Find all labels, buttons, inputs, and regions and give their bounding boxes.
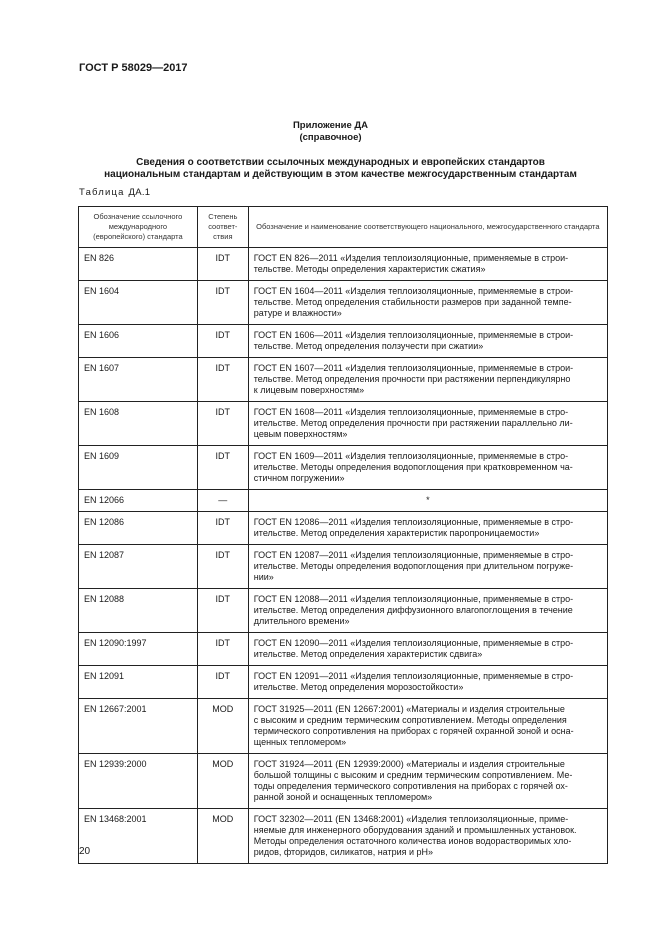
cell-standard: EN 12087 [79, 545, 198, 589]
cell-standard: EN 13468:2001 [79, 809, 198, 864]
cell-degree: MOD [197, 699, 248, 754]
cell-description: ГОСТ 31925—2011 (EN 12667:2001) «Материалы и изделия строительные с высоким и средним термическим сопротивлением. Методы определения термического сопротивления на приборах с горячей охранной зоной и осна- щенных тепломером» [248, 699, 607, 754]
table-row [79, 545, 608, 589]
cell-description: * [248, 490, 607, 512]
cell-degree: MOD [197, 754, 248, 809]
table-row [79, 358, 608, 402]
cell-standard: EN 1608 [79, 402, 198, 446]
cell-description: ГОСТ EN 12091—2011 «Изделия теплоизоляционные, применяемые в стро- ительстве. Метод определения морозостойкости» [248, 666, 607, 699]
cell-degree: MOD [197, 809, 248, 864]
cell-degree: IDT [197, 666, 248, 699]
cell-degree: IDT [197, 281, 248, 325]
cell-standard: EN 1606 [79, 325, 198, 358]
table-row [79, 325, 608, 358]
table-caption-label: Таблица [79, 187, 125, 198]
cell-standard: EN 826 [79, 248, 198, 281]
cell-description: ГОСТ EN 1608—2011 «Изделия теплоизоляционные, применяемые в стро- ительстве. Метод определения прочности при растяжении параллельно ли- цевым поверхностям» [248, 402, 607, 446]
table-row [79, 754, 608, 809]
header-international-standard: Обозначение ссылочного международного (европейского) стандарта [79, 207, 198, 248]
table-header-row [79, 207, 608, 248]
cell-degree: IDT [197, 358, 248, 402]
cell-standard: EN 1609 [79, 446, 198, 490]
header-degree: Степень соответ-ствия [197, 207, 248, 248]
cell-standard: EN 12091 [79, 666, 198, 699]
table-row [79, 281, 608, 325]
cell-degree: IDT [197, 248, 248, 281]
table-row [79, 402, 608, 446]
cell-degree: IDT [197, 402, 248, 446]
table-row [79, 633, 608, 666]
header-national-standard: Обозначение и наименование соответствующего национального, межгосударственного стандарта [248, 207, 607, 248]
page-number: 20 [79, 846, 91, 857]
cell-degree: IDT [197, 512, 248, 545]
cell-description: ГОСТ EN 1607—2011 «Изделия теплоизоляционные, применяемые в строи- тельстве. Метод определения прочности при растяжении перпендикулярно к лицевым поверхностям» [248, 358, 607, 402]
table-row [79, 512, 608, 545]
heading-line-2: национальным стандартам и действующим в этом качестве межгосударственным стандартам [104, 169, 577, 180]
heading-line-1: Сведения о соответствии ссылочных международных и европейских стандартов [136, 157, 545, 168]
cell-description: ГОСТ EN 1604—2011 «Изделия теплоизоляционные, применяемые в строи- тельстве. Метод определения стабильности размеров при заданной темпе- ратуре и влажности» [248, 281, 607, 325]
cell-standard: EN 12667:2001 [79, 699, 198, 754]
cell-degree: IDT [197, 633, 248, 666]
cell-description: ГОСТ EN 1609—2011 «Изделия теплоизоляционные, применяемые в стро- ительстве. Методы определения водопоглощения при кратковременном ча- стичном погружении» [248, 446, 607, 490]
cell-description: ГОСТ EN 12086—2011 «Изделия теплоизоляционные, применяемые в стро- ительстве. Метод определения характеристик паропроницаемости» [248, 512, 607, 545]
cell-degree: IDT [197, 446, 248, 490]
cell-description: ГОСТ EN 826—2011 «Изделия теплоизоляционные, применяемые в строи- тельстве. Методы определения характеристик сжатия» [248, 248, 607, 281]
cell-degree: IDT [197, 325, 248, 358]
cell-standard: EN 1604 [79, 281, 198, 325]
cell-description: ГОСТ 32302—2011 (EN 13468:2001) «Изделия теплоизоляционные, приме- няемые для инженерного оборудования зданий и промышленных установок. Методы определения остаточного количества ионов водорастворимых хло- ридов, фторидов, силикатов, натрия и pH» [248, 809, 607, 864]
appendix-title-block [0, 120, 661, 144]
cell-standard: EN 12086 [79, 512, 198, 545]
cell-description: ГОСТ 31924—2011 (EN 12939:2000) «Материалы и изделия строительные большой толщины с высоким и средним термическим сопротивлением. Ме- тоды определения термического сопротивления на приборах с горячей ох- ранной зоной и оснащенных тепломером» [248, 754, 607, 809]
table-caption-number: ДА.1 [128, 187, 151, 198]
table-row [79, 490, 608, 512]
cell-degree: IDT [197, 545, 248, 589]
table-row [79, 446, 608, 490]
cell-description: ГОСТ EN 12090—2011 «Изделия теплоизоляционные, применяемые в стро- ительстве. Метод определения характеристик сдвига» [248, 633, 607, 666]
table-row [79, 699, 608, 754]
cell-standard: EN 12090:1997 [79, 633, 198, 666]
appendix-title: Приложение ДА [292, 120, 369, 131]
table-row [79, 248, 608, 281]
cell-degree: — [197, 490, 248, 512]
cell-standard: EN 1607 [79, 358, 198, 402]
document-code: ГОСТ Р 58029—2017 [79, 62, 188, 74]
table-row [79, 589, 608, 633]
appendix-subtitle: (справочное) [299, 132, 362, 143]
cell-degree: IDT [197, 589, 248, 633]
section-heading [60, 157, 621, 181]
cell-standard: EN 12939:2000 [79, 754, 198, 809]
cell-standard: EN 12066 [79, 490, 198, 512]
cell-description: ГОСТ EN 1606—2011 «Изделия теплоизоляционные, применяемые в строи- тельстве. Метод определения ползучести при сжатии» [248, 325, 607, 358]
table-row [79, 809, 608, 864]
cell-standard: EN 12088 [79, 589, 198, 633]
table-row [79, 666, 608, 699]
correspondence-table [78, 206, 608, 864]
cell-description: ГОСТ EN 12087—2011 «Изделия теплоизоляционные, применяемые в стро- ительстве. Методы определения водопоглощения при длительном погруже- нии» [248, 545, 607, 589]
cell-description: ГОСТ EN 12088—2011 «Изделия теплоизоляционные, применяемые в стро- ительстве. Метод определения диффузионного влагопоглощения в течение длительного времени» [248, 589, 607, 633]
table-caption [79, 187, 150, 198]
